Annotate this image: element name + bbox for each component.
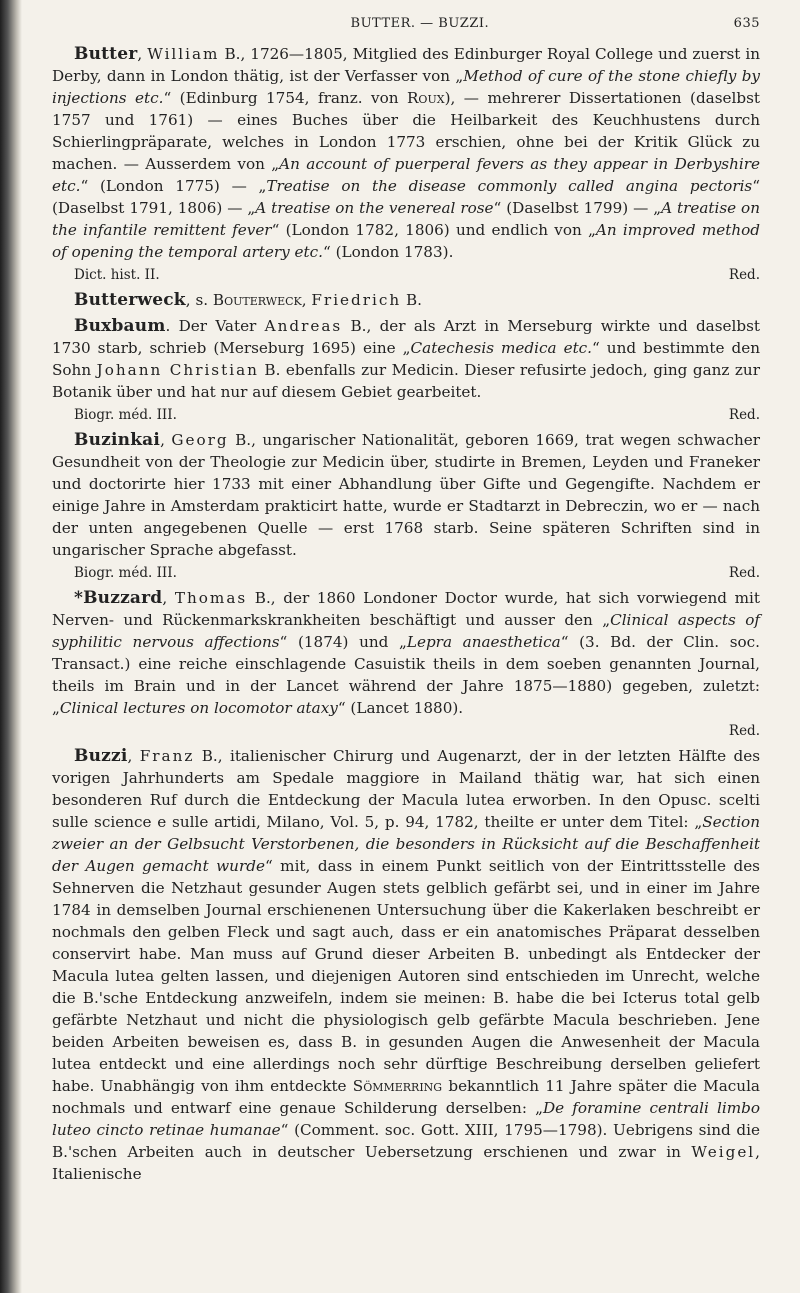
person-name: Weigel [691, 1143, 756, 1161]
entry-text-segment: B., italienischer Chirurg und Augenarzt, der in der letzten Hälfte des vorigen Jahrhunderts am Spedale maggiore in Mailand thätig war, hat sich einen besonderen Ruf durch die Entdeckung der Macula lutea erworben. In den Opusc. scelti sulle science e sulle artidi, Milano, Vol. 5, p. 94, 1782, theilte er unter dem Titel: „ [52, 747, 761, 831]
entry-text-segment: “ (Daselbst 1791, 1806) — „ [52, 177, 760, 217]
work-title: A treatise on the infantile remittent fever [52, 199, 760, 239]
work-title: Treatise on the disease commonly called angina pectoris [266, 177, 753, 195]
entry-headword: Buxbaum [74, 316, 166, 336]
editor-signature: Red. [728, 267, 760, 283]
running-head [52, 16, 760, 31]
entry-text-segment: B. [401, 291, 422, 309]
entry-text-segment: “ (1874) und „ [279, 633, 407, 651]
entry-text-segment: “ (Lancet 1880). [337, 699, 464, 717]
entry-text-segment: “ mit, dass in einem Punkt seitlich von der Eintrittsstelle des Sehnerven die Netzhaut gesunder Augen stets gelblich gefärbt sei, und in einer im Jahre 1784 in demselben Journal erschienenen Untersuchung über die Kakerlaken beschreibt er nochmals den gelben Fleck und sagt auch, dass er ein anatomisches Präparat desselben conservirt habe. Man muss auf Grund dieser Arbeiten B. unbedingt als Entdecker der Macula lutea gelten lassen, und diejenigen Autoren sind entschieden im Unrecht, welche die B.'sche Entdeckung anzweifeln, indem sie meinen: B. habe die bei Icterus total gelb gefärbte Netzhaut und nicht die physiologisch gelb gefärbte Macula beschrieben. Jene beiden Arbeiten beweisen es, dass B. in gesunden Augen die Anwesenheit der Macula lutea entdeckt und eine allerdings noch sehr dürftige Beschreibung derselben geliefert habe. Unabhängig von ihm entdeckte [52, 857, 760, 1095]
dictionary-entry [52, 429, 760, 583]
person-name: Franz [139, 747, 195, 765]
author-reference: Roux [407, 89, 445, 107]
dictionary-entries [52, 43, 760, 1185]
entry-headword: Butterweck [74, 290, 186, 310]
entry-text-segment: B., der als Arzt in Merseburg wirkte und daselbst 1730 starb, schrieb (Merseburg 1695) eine „ [52, 317, 760, 357]
entry-headword: Buzzi [74, 746, 128, 766]
entry-text-segment: B., 1726—1805, Mitglied des Edinburger Royal College und zuerst in Derby, dann in London thätig, ist der Verfasser von „ [52, 45, 760, 85]
entry-text-segment: “ (London 1782, 1806) und endlich von „ [271, 221, 596, 239]
entry-text-segment: “ (Daselbst 1799) — „ [493, 199, 662, 217]
entry-text-segment: , [162, 589, 175, 607]
work-title: De foramine centrali limbo luteo cincto retinae humanae [52, 1099, 760, 1139]
editor-signature: Red. [728, 407, 760, 423]
entry-text-segment: bekanntlich 11 Jahre später die Macula nochmals und entwarf eine genaue Schilderung derselben: „ [52, 1077, 760, 1117]
entry-text-segment: “ (London 1783). [322, 243, 454, 261]
work-title: Clinical lectures on locomotor ataxy [59, 699, 338, 717]
running-title: BUTTER. — BUZZI. [350, 16, 490, 31]
entry-headword: *Buzzard [74, 588, 163, 608]
person-name: Johann Christian [96, 361, 259, 379]
dictionary-entry [52, 43, 760, 285]
work-title: Clinical aspects of syphilitic nervous affections [52, 611, 760, 651]
book-spine-shadow [0, 0, 22, 1293]
author-reference: Bouterweck [212, 291, 302, 309]
page-number: 635 [733, 16, 760, 31]
entry-text-segment: B., ungarischer Nationalität, geboren 1669, trat wegen schwacher Gesundheit von der Theologie zur Medicin über, studirte in Bremen, Leyden und Franeker und doctorirte hier 1733 mit einer Abhandlung über Gifte und Gegengifte. Nachdem er einige Jahre in Amsterdam prakticirt hatte, wurde er Stadtarzt in Debreczin, wo er — nach der unten angegebenen Quelle — erst 1768 starb. Seine späteren Schriften sind in ungarischer Sprache abgefasst. [52, 431, 760, 559]
entry-text [52, 289, 760, 311]
work-title: Lepra anaesthetica [406, 633, 561, 651]
dictionary-entry [52, 289, 760, 311]
work-title: Catechesis medica etc. [410, 339, 593, 357]
entry-text-segment: “ (Comment. soc. Gott. XIII, 1795—1798). Uebrigens sind die B.'schen Arbeiten auch in deutscher Uebersetzung erschienen und zwar in [52, 1121, 760, 1161]
entry-headword: Butter [74, 44, 138, 64]
entry-source-line [52, 265, 760, 285]
work-title: Method of cure of the stone chiefly by injections etc. [52, 67, 760, 107]
entry-text [52, 429, 760, 561]
entry-text-segment: , [301, 291, 312, 309]
entry-text [52, 745, 760, 1185]
person-name: Andreas [264, 317, 343, 335]
entry-source-line [52, 563, 760, 583]
person-name: William [147, 45, 220, 63]
entry-text [52, 43, 760, 263]
entry-text-segment: . Der Vater [165, 317, 265, 335]
entry-text-segment: , Italienische [52, 1143, 760, 1183]
source-reference: Biogr. méd. III. [74, 565, 177, 581]
work-title: Section zweier an der Gelbsucht Verstorbenen, die besonders in Rücksicht auf die Beschaffenheit der Augen gemacht wurde [52, 813, 760, 875]
entry-headword: Buzinkai [74, 430, 161, 450]
entry-text-segment: ), — mehrerer Dissertationen (daselbst 1757 und 1761) — eines Buches über die Heilbarkeit des Keuchhustens durch Schierlingpräparate, welches in London 1773 erschien, ohne bei der Kritik Glück zu machen. — Ausserdem von „ [52, 89, 760, 173]
entry-text-segment: “ (Edinburg 1754, franz. von [163, 89, 407, 107]
entry-text-segment: B. ebenfalls zur Medicin. Dieser refusirte jedoch, ging ganz zur Botanik über und hat nur auf diesem Gebiet gearbeitet. [52, 361, 760, 401]
dictionary-entry [52, 745, 760, 1185]
work-title: A treatise on the venereal rose [255, 199, 494, 217]
entry-text-segment: “ und bestimmte den Sohn [52, 339, 760, 379]
author-reference: Sömmerring [352, 1077, 443, 1095]
entry-text-segment: , [137, 45, 148, 63]
dictionary-entry [52, 587, 760, 741]
entry-text-segment: “ (3. Bd. der Clin. soc. Transact.) eine reiche einschlagende Casuistik theils in dem soeben genannten Journal, theils im Brain und in der Lancet während der Jahre 1875—1880) gegeben, zuletzt: „ [52, 633, 761, 717]
source-reference: Biogr. méd. III. [74, 407, 177, 423]
source-reference: Dict. hist. II. [74, 267, 160, 283]
entry-text-segment: B., der 1860 Londoner Doctor wurde, hat sich vorwiegend mit Nerven- und Rückenmarkskrankheiten beschäftigt und ausser den „ [52, 589, 760, 629]
person-name: Georg [171, 431, 229, 449]
entry-text [52, 587, 760, 719]
editor-signature: Red. [728, 565, 760, 581]
entry-source-line [52, 405, 760, 425]
entry-text-segment: , s. [185, 291, 213, 309]
entry-source-line [52, 721, 760, 741]
person-name: Friedrich [311, 291, 402, 309]
entry-text-segment: , [127, 747, 140, 765]
editor-signature: Red. [728, 723, 760, 739]
person-name: Thomas [174, 589, 248, 607]
entry-text-segment: , [160, 431, 172, 449]
dictionary-entry [52, 315, 760, 425]
entry-text [52, 315, 760, 403]
work-title: An improved method of opening the temporal artery etc. [52, 221, 760, 261]
entry-text-segment: “ (London 1775) — „ [80, 177, 267, 195]
work-title: An account of puerperal fevers as they appear in Derbyshire etc. [52, 155, 760, 195]
